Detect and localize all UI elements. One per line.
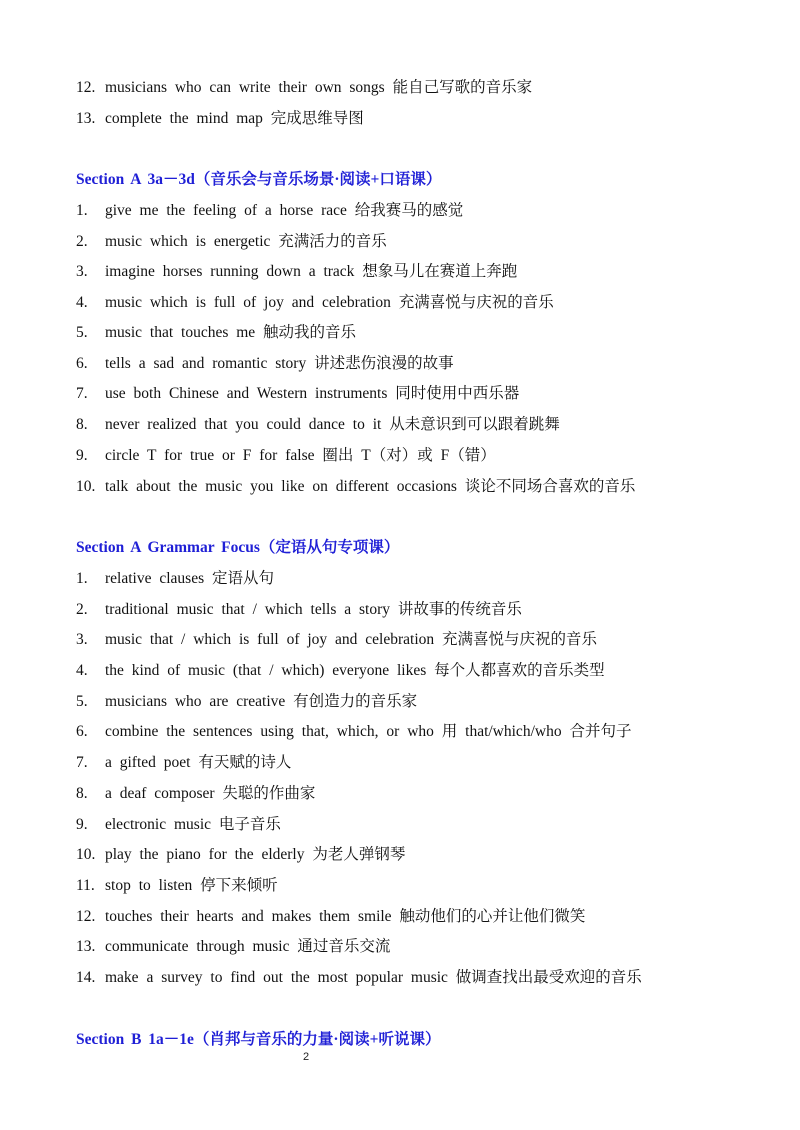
item-number: 7. [76,754,88,771]
list-item [76,415,560,435]
list-item [76,630,597,650]
item-text: use both Chinese and Western instruments 同时使用中西乐器 [105,385,520,402]
list-item [76,907,585,927]
item-number: 14. [76,969,96,986]
list-item [76,845,405,865]
list-item [76,722,631,742]
item-number: 6. [76,723,88,740]
item-number: 3. [76,631,88,648]
list-item [76,384,519,404]
page-number: 2 [302,1051,310,1063]
list-item [76,201,463,221]
item-number: 4. [76,662,88,679]
item-number: 12. [76,79,96,96]
item-text: traditional music that / which tells a story 讲故事的传统音乐 [105,601,522,618]
list-item [76,692,417,712]
list-item [76,569,274,589]
item-text: relative clauses 定语从句 [105,570,274,587]
item-text: electronic music 电子音乐 [105,816,281,833]
item-text: musicians who are creative 有创造力的音乐家 [105,693,418,710]
list-item [76,784,315,804]
list-item [76,262,517,282]
item-number: 8. [76,785,88,802]
item-number: 7. [76,385,88,402]
item-text: combine the sentences using that, which, or who 用 that/which/who 合并句子 [105,723,632,740]
section-heading: Section A 3a－3d（音乐会与音乐场景·阅读+口语课） [76,171,442,188]
item-number: 10. [76,846,96,863]
list-item [76,477,635,497]
item-number: 1. [76,202,88,219]
item-text: never realized that you could dance to it 从未意识到可以跟着跳舞 [105,416,560,433]
list-item [76,600,522,620]
item-number: 2. [76,601,88,618]
list-item [76,293,554,313]
list-item [76,109,364,129]
item-text: a gifted poet 有天赋的诗人 [105,754,292,771]
item-number: 13. [76,938,96,955]
item-text: touches their hearts and makes them smile 触动他们的心并让他们微笑 [105,908,586,925]
list-item [76,753,291,773]
list-item [76,876,278,896]
section-heading: Section A Grammar Focus（定语从句专项课） [76,539,400,556]
item-text: music that / which is full of joy and celebration 充满喜悦与庆祝的音乐 [105,631,598,648]
item-text: talk about the music you like on different occasions 谈论不同场合喜欢的音乐 [105,478,636,495]
item-text: music which is full of joy and celebration 充满喜悦与庆祝的音乐 [105,294,554,311]
item-text: music that touches me 触动我的音乐 [105,324,357,341]
item-text: music which is energetic 充满活力的音乐 [105,233,387,250]
item-number: 6. [76,355,88,372]
list-item [76,968,642,988]
item-number: 5. [76,324,88,341]
item-text: musicians who can write their own songs 能自己写歌的音乐家 [105,79,533,96]
item-text: communicate through music 通过音乐交流 [105,938,391,955]
list-item [76,937,390,957]
item-text: a deaf composer 失聪的作曲家 [105,785,316,802]
list-item [76,354,454,374]
item-text: give me the feeling of a horse race 给我赛马的感觉 [105,202,464,219]
item-number: 13. [76,110,96,127]
item-number: 11. [76,877,95,894]
item-text: circle T for true or F for false 圈出 T（对）或 F（错） [105,447,496,464]
list-item [76,323,356,343]
list-item [76,232,387,252]
item-text: the kind of music (that / which) everyone likes 每个人都喜欢的音乐类型 [105,662,605,679]
item-text: play the piano for the elderly 为老人弹钢琴 [105,846,406,863]
item-number: 1. [76,570,88,587]
item-number: 12. [76,908,96,925]
item-number: 10. [76,478,96,495]
item-number: 9. [76,447,88,464]
item-text: complete the mind map 完成思维导图 [105,110,364,127]
item-number: 8. [76,416,88,433]
list-item [76,446,496,466]
item-number: 4. [76,294,88,311]
list-item [76,815,281,835]
list-item [76,78,532,98]
item-text: imagine horses running down a track 想象马儿在赛道上奔跑 [105,263,518,280]
item-text: stop to listen 停下来倾听 [105,877,278,894]
item-number: 2. [76,233,88,250]
item-number: 5. [76,693,88,710]
section-heading: Section B 1a－1e（肖邦与音乐的力量·阅读+听说课） [76,1031,441,1048]
item-text: tells a sad and romantic story 讲述悲伤浪漫的故事 [105,355,454,372]
item-text: make a survey to find out the most popular music 做调查找出最受欢迎的音乐 [105,969,642,986]
list-item [76,661,605,681]
item-number: 3. [76,263,88,280]
item-number: 9. [76,816,88,833]
